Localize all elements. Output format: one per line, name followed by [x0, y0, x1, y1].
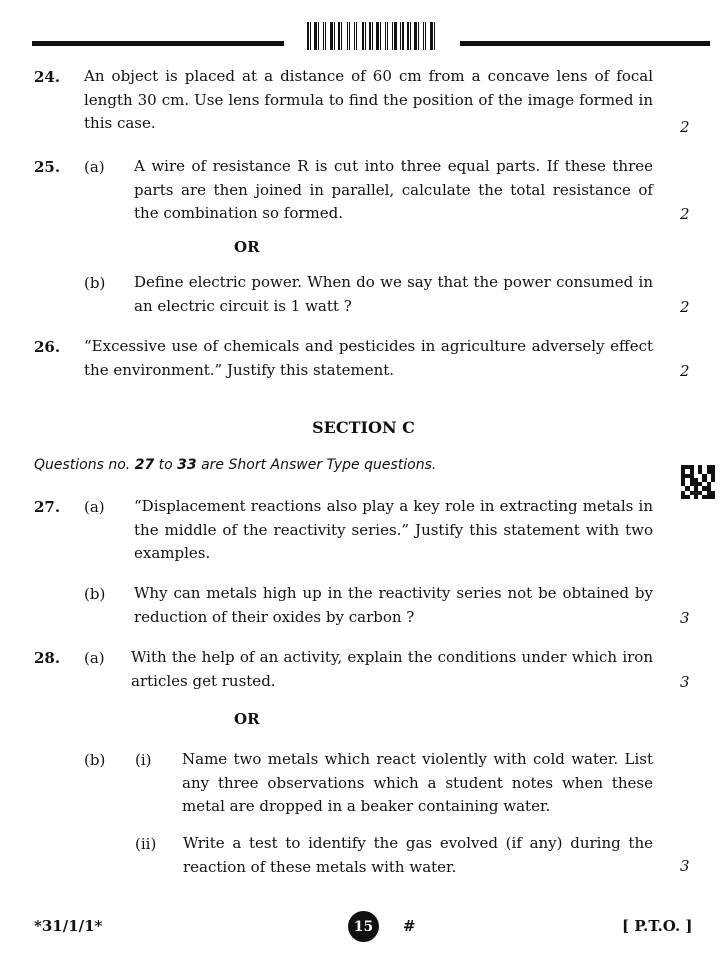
- question-number: 26.: [34, 338, 61, 356]
- barcode-bar: [427, 22, 429, 50]
- barcode-bar: [369, 22, 371, 50]
- barcode-bar: [385, 22, 386, 50]
- hash-mark: #: [403, 917, 416, 935]
- barcode-bar: [376, 22, 379, 50]
- section-instructions: Questions no. 27 to 33 are Short Answer Type questions.: [34, 457, 437, 473]
- barcode-bar: [358, 22, 361, 50]
- sub-option-label: (ii): [135, 835, 157, 853]
- question-text: “Excessive use of chemicals and pesticides in agriculture adversely effect the environment.” Justify this statement.: [84, 337, 653, 379]
- barcode-bar: [398, 22, 399, 50]
- header-rule-right: [460, 41, 710, 46]
- paper-code: *31/1/1*: [34, 917, 103, 935]
- marks: 3: [680, 673, 690, 691]
- question-text: An object is placed at a distance of 60 cm from a concave lens of focal length 30 cm. Use lens formula to find the position of the image formed in this case.: [84, 67, 653, 132]
- marks: 2: [680, 362, 690, 380]
- barcode-bar: [336, 22, 337, 50]
- barcode-bar: [362, 22, 364, 50]
- barcode-bar: [374, 22, 375, 50]
- barcode-bar: [318, 22, 319, 50]
- barcode-bar: [392, 22, 393, 50]
- barcode-bar: [414, 22, 417, 50]
- please-turn-over: [ P.T.O. ]: [622, 917, 693, 935]
- barcode-bar: [356, 22, 357, 50]
- option-label: (a): [84, 498, 105, 516]
- barcode-bar: [338, 22, 340, 50]
- question-number: 27.: [34, 498, 61, 516]
- barcode-bar: [365, 22, 366, 50]
- barcode-bar: [343, 22, 346, 50]
- barcode-bar: [341, 22, 342, 50]
- barcode-bar: [325, 22, 326, 50]
- marks: 2: [680, 205, 690, 223]
- barcode-bar: [323, 22, 324, 50]
- barcode-bar: [367, 22, 368, 50]
- barcode-bar: [407, 22, 409, 50]
- option-label: (b): [84, 751, 106, 769]
- question-text: With the help of an activity, explain the conditions under which iron articles get rusted.: [131, 648, 653, 690]
- barcode-bar: [380, 22, 381, 50]
- barcode-bar: [430, 22, 433, 50]
- option-label: (b): [84, 585, 106, 603]
- question-number: 24.: [34, 68, 61, 86]
- barcode-bar: [423, 22, 424, 50]
- barcode-bar: [351, 22, 353, 50]
- barcode-bar: [405, 22, 406, 50]
- barcode-bar: [418, 22, 419, 50]
- question-text: Define electric power. When do we say that the power consumed in an electric circuit is 1 watt ?: [134, 273, 653, 315]
- section-title: SECTION C: [312, 418, 415, 437]
- question-text: Why can metals high up in the reactivity series not be obtained by reduction of their oxides by carbon ?: [134, 584, 653, 626]
- barcode-bar: [330, 22, 333, 50]
- barcode-bar: [334, 22, 335, 50]
- marks: 2: [680, 118, 690, 136]
- barcode-icon: [307, 22, 437, 50]
- barcode-bar: [349, 22, 350, 50]
- or-separator: OR: [234, 238, 260, 256]
- barcode-bar: [327, 22, 329, 50]
- marks: 3: [680, 609, 690, 627]
- header-rule-left: [32, 41, 284, 46]
- barcode-bar: [312, 22, 313, 50]
- barcode-bar: [320, 22, 322, 50]
- qr-code-icon: [681, 465, 715, 499]
- qr-cell: [711, 495, 715, 499]
- barcode-bar: [420, 22, 422, 50]
- barcode-bar: [389, 22, 391, 50]
- barcode-bar: [394, 22, 397, 50]
- question-number: 28.: [34, 649, 61, 667]
- barcode-bar: [387, 22, 388, 50]
- barcode-bar: [382, 22, 384, 50]
- question-text: Name two metals which react violently with cold water. List any three observations which a student notes when these metal are dropped in a beaker containing water.: [182, 750, 653, 815]
- barcode-bar: [354, 22, 355, 50]
- sub-option-label: (i): [135, 751, 152, 769]
- barcode-bar: [347, 22, 348, 50]
- question-text: A wire of resistance R is cut into three equal parts. If these three parts are then joined in parallel, calculate the total resistance of the combination so formed.: [134, 157, 653, 222]
- question-number: 25.: [34, 158, 61, 176]
- barcode-bar: [402, 22, 404, 50]
- or-separator: OR: [234, 710, 260, 728]
- option-label: (a): [84, 158, 105, 176]
- barcode-bar: [400, 22, 401, 50]
- option-label: (a): [84, 649, 105, 667]
- barcode-bar: [425, 22, 426, 50]
- barcode-bar: [314, 22, 317, 50]
- question-text: Write a test to identify the gas evolved (if any) during the reaction of these metals with water.: [183, 834, 653, 876]
- barcode-bar: [412, 22, 413, 50]
- page-number: 15: [348, 911, 379, 942]
- question-text: “Displacement reactions also play a key role in extracting metals in the middle of the reactivity series.” Justify this statement with two examples.: [134, 497, 653, 562]
- barcode-bar: [434, 22, 435, 50]
- marks: 3: [680, 857, 690, 875]
- barcode-bar: [372, 22, 373, 50]
- barcode-bar: [410, 22, 411, 50]
- barcode-bar: [310, 22, 311, 50]
- barcode-bar: [307, 22, 309, 50]
- option-label: (b): [84, 274, 106, 292]
- marks: 2: [680, 298, 690, 316]
